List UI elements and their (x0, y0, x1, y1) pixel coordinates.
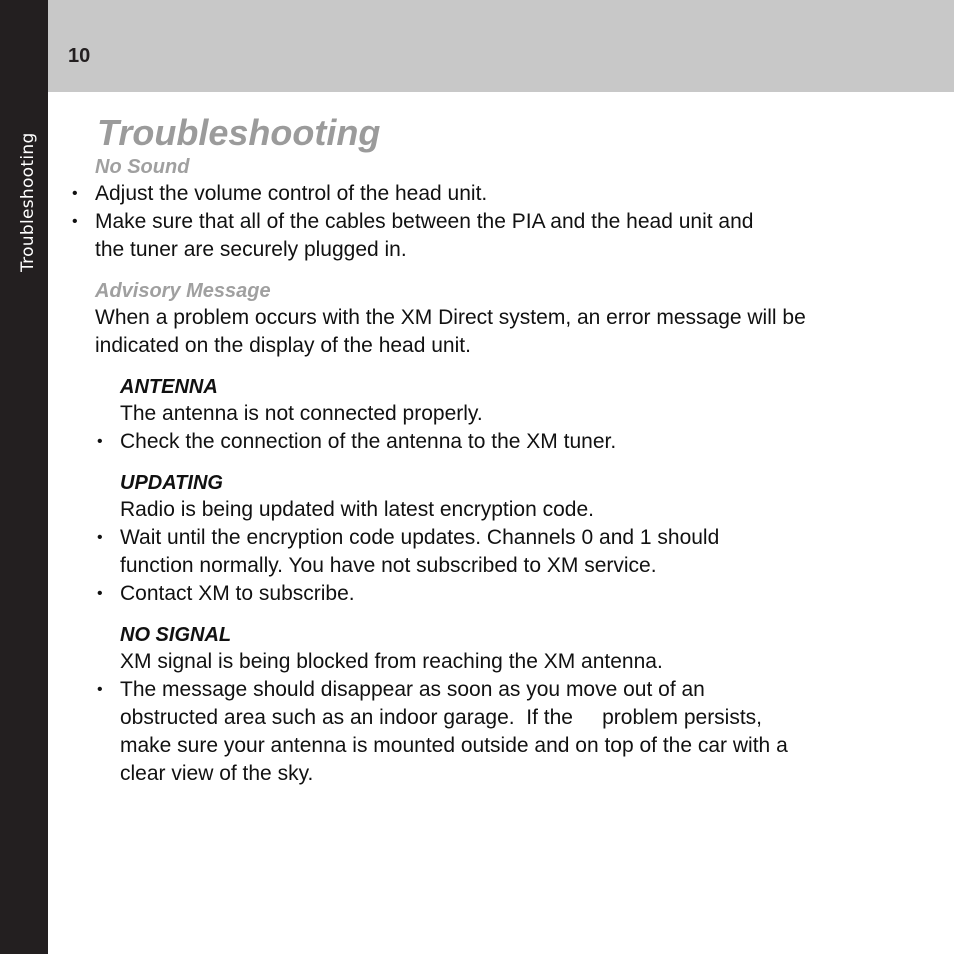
message-code: NO SIGNAL (120, 624, 232, 646)
list-item: • Check the connection of the antenna to the XM tuner. (120, 428, 895, 456)
list-item: • Wait until the encryption code updates. Channels 0 and 1 should function normally. You have not subscribed to XM service. (97, 526, 720, 577)
message-no-signal (97, 622, 895, 788)
side-tab-strip (0, 0, 48, 954)
message-antenna (97, 374, 895, 456)
message-code: UPDATING (120, 472, 223, 494)
page-header (48, 0, 954, 92)
message-description: XM signal is being blocked from reaching the XM antenna. (120, 650, 663, 673)
bullet-icon: • (72, 185, 78, 202)
side-tab-label: Troubleshooting (18, 132, 38, 272)
no-sound-heading: No Sound (95, 156, 190, 178)
message-bullets (97, 676, 895, 788)
bullet-icon: • (97, 433, 103, 450)
message-bullets (97, 428, 895, 456)
list-item: • Contact XM to subscribe. (120, 580, 895, 608)
message-updating (97, 470, 895, 608)
advisory-intro: When a problem occurs with the XM Direct system, an error message will be indicated on the display of the head unit. (95, 306, 806, 357)
message-bullets (97, 524, 895, 608)
list-item: • Adjust the volume control of the head unit. (95, 180, 895, 208)
advisory-heading: Advisory Message (95, 280, 271, 302)
message-description: The antenna is not connected properly. (120, 402, 483, 425)
page-number: 10 (68, 45, 91, 67)
bullet-icon: • (97, 681, 103, 698)
message-description: Radio is being updated with latest encryption code. (120, 498, 594, 521)
list-item: • The message should disappear as soon as you move out of an obstructed area such as an indoor garage. If the problem persists, make sure your antenna is mounted outside and on top of the car with a clear view of the sky. (97, 678, 794, 785)
bullet-icon: • (97, 585, 103, 602)
no-sound-list (72, 180, 895, 264)
bullet-icon: • (72, 213, 78, 230)
message-code: ANTENNA (120, 376, 218, 398)
bullet-icon: • (97, 529, 103, 546)
page-content (72, 112, 895, 788)
page-title: Troubleshooting (97, 112, 381, 153)
list-item: • Make sure that all of the cables between the PIA and the head unit and the tuner are securely plugged in. (72, 210, 754, 261)
